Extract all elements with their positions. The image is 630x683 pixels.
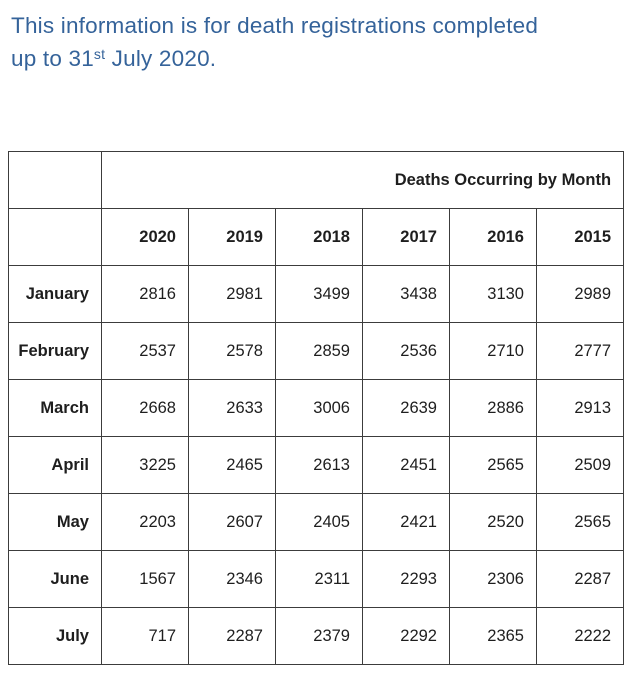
row-label: March	[9, 380, 102, 437]
data-cell: 2421	[363, 494, 450, 551]
row-label: June	[9, 551, 102, 608]
data-cell: 3225	[102, 437, 189, 494]
intro-text	[11, 9, 620, 78]
data-cell: 2613	[276, 437, 363, 494]
year-header-2017: 2017	[363, 209, 450, 266]
data-cell: 2777	[537, 323, 624, 380]
intro-line2-end: July 2020.	[105, 46, 217, 71]
data-cell: 3006	[276, 380, 363, 437]
data-cell: 717	[102, 608, 189, 665]
data-cell: 2405	[276, 494, 363, 551]
data-cell: 3130	[450, 266, 537, 323]
data-cell: 2633	[189, 380, 276, 437]
table-title: Deaths Occurring by Month	[102, 152, 624, 209]
data-cell: 2287	[537, 551, 624, 608]
data-cell: 2346	[189, 551, 276, 608]
data-cell: 2311	[276, 551, 363, 608]
row-label: January	[9, 266, 102, 323]
data-cell: 2509	[537, 437, 624, 494]
row-label: May	[9, 494, 102, 551]
table-row-april	[9, 437, 624, 494]
data-cell: 2859	[276, 323, 363, 380]
data-cell: 3438	[363, 266, 450, 323]
table-row-february	[9, 323, 624, 380]
ordinal-superscript: st	[93, 46, 106, 62]
intro-line2-start: up to 31	[11, 46, 94, 71]
intro-line1: This information is for death registrations completed	[11, 13, 539, 38]
data-cell: 2565	[537, 494, 624, 551]
data-cell: 2668	[102, 380, 189, 437]
deaths-by-month-table	[8, 151, 624, 665]
data-cell: 2607	[189, 494, 276, 551]
table-row-january	[9, 266, 624, 323]
data-cell: 2886	[450, 380, 537, 437]
data-cell: 2451	[363, 437, 450, 494]
data-cell: 2222	[537, 608, 624, 665]
year-header-2019: 2019	[189, 209, 276, 266]
row-label: April	[9, 437, 102, 494]
year-header-2020: 2020	[102, 209, 189, 266]
data-cell: 2203	[102, 494, 189, 551]
data-cell: 2913	[537, 380, 624, 437]
corner-cell-top	[9, 152, 102, 209]
data-cell: 2520	[450, 494, 537, 551]
year-header-2016: 2016	[450, 209, 537, 266]
data-cell: 2981	[189, 266, 276, 323]
row-label: July	[9, 608, 102, 665]
data-cell: 2565	[450, 437, 537, 494]
data-cell: 2639	[363, 380, 450, 437]
data-cell: 2287	[189, 608, 276, 665]
data-cell: 2293	[363, 551, 450, 608]
table-row-july	[9, 608, 624, 665]
year-header-2018: 2018	[276, 209, 363, 266]
data-cell: 2536	[363, 323, 450, 380]
data-cell: 2465	[189, 437, 276, 494]
data-cell: 2989	[537, 266, 624, 323]
data-cell: 3499	[276, 266, 363, 323]
row-label: February	[9, 323, 102, 380]
year-header-row	[9, 209, 624, 266]
year-header-2015: 2015	[537, 209, 624, 266]
data-cell: 1567	[102, 551, 189, 608]
data-cell: 2306	[450, 551, 537, 608]
table-row-may	[9, 494, 624, 551]
data-cell: 2710	[450, 323, 537, 380]
data-cell: 2578	[189, 323, 276, 380]
table-title-row	[9, 152, 624, 209]
table-row-march	[9, 380, 624, 437]
data-cell: 2365	[450, 608, 537, 665]
data-cell: 2816	[102, 266, 189, 323]
data-cell: 2379	[276, 608, 363, 665]
data-cell: 2537	[102, 323, 189, 380]
corner-cell-years	[9, 209, 102, 266]
data-cell: 2292	[363, 608, 450, 665]
table-row-june	[9, 551, 624, 608]
